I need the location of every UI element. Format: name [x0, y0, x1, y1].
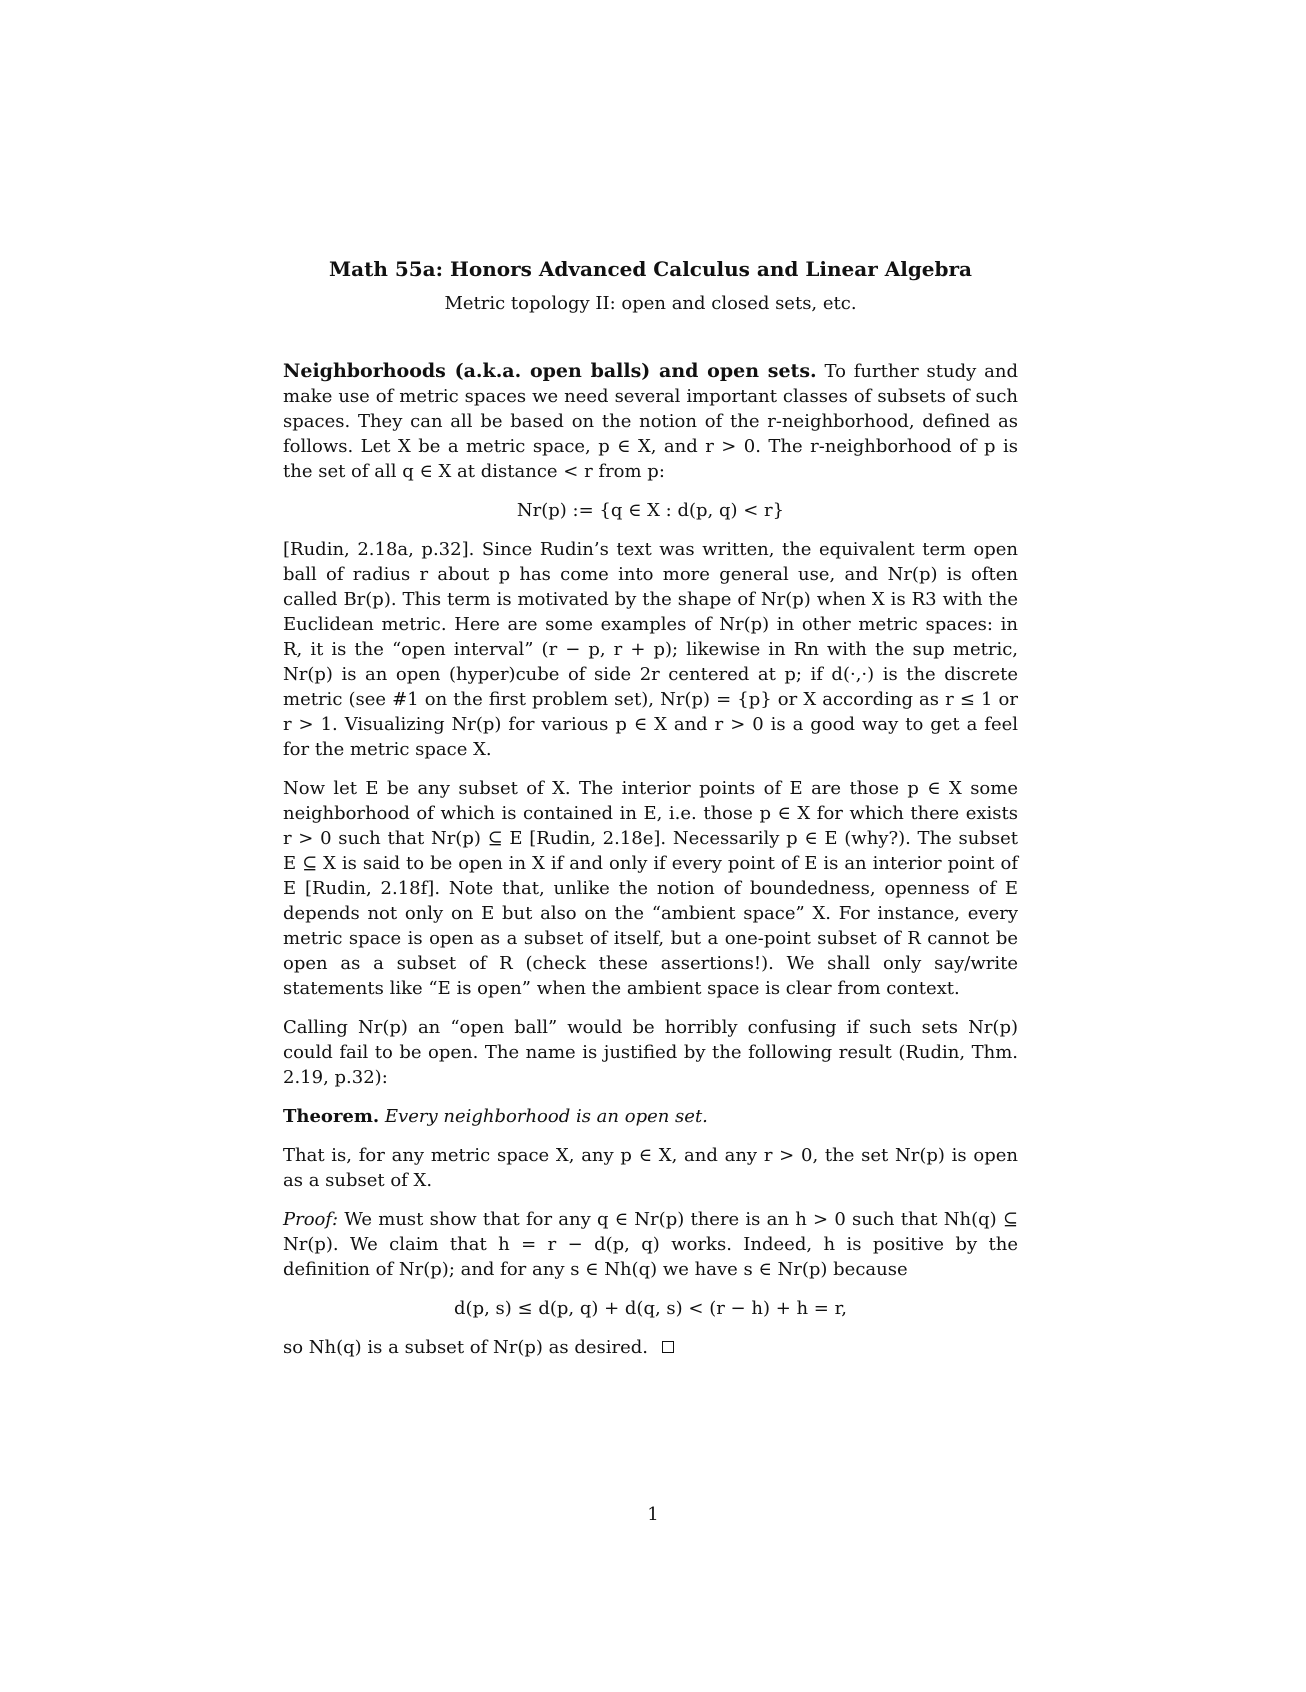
theorem-block — [283, 1104, 1018, 1129]
paragraph-4: Calling Nr(p) an “open ball” would be horribly confusing if such sets Nr(p) could fail to be open. The name is justified by the following result (Rudin, Thm. 2.19, p.32): — [283, 1017, 1018, 1088]
paragraph-3: Now let E be any subset of X. The interior points of E are those p ∈ X some neighborhood of which is contained in E, i.e. those p ∈ X for which there exists r > 0 such that Nr(p) ⊆ E [Rudin, 2.18e]. Necessarily p ∈ E (why?). The subset E ⊆ X is said to be open in X if and only if every point of E is an interior point of E [Rudin, 2.18f]. Note that, unlike the notion of boundedness, openness of E depends not only on E but also on the “ambient space” X. For instance, every metric space is open as a subset of itself, but a one-point subset of R cannot be open as a subset of R (check these assertions!). We shall only say/write statements like “E is open” when the ambient space is clear from context. — [283, 778, 1018, 999]
paragraph-6 — [283, 1335, 1018, 1360]
paragraph-1-text: To further study and make use of metric spaces we need several important classes of subsets of such spaces. They can all be based on the notion of the r-neighborhood, defined as follows. Let X be a metric space, p ∈ X, and r > 0. The r-neighborhood of p is the set of all q ∈ X at distance < r from p: — [283, 361, 1018, 482]
theorem-text: Every neighborhood is an open set. — [384, 1106, 708, 1127]
paragraph-2: [Rudin, 2.18a, p.32]. Since Rudin’s text was written, the equivalent term open ball of radius r about p has come into more general use, and Nr(p) is often called Br(p). This term is motivated by the shape of Nr(p) when X is R3 with the Euclidean metric. Here are some examples of Nr(p) in other metric spaces: in R, it is the “open interval” (r − p, r + p); likewise in Rn with the sup metric, Nr(p) is an open (hyper)cube of side 2r centered at p; if d(·,·) is the discrete metric (see #1 on the first problem set), Nr(p) = {p} or X according as r ≤ 1 or r > 1. Visualizing Nr(p) for various p ∈ X and r > 0 is a good way to get a feel for the metric space X. — [283, 539, 1018, 760]
page-number: 1 — [647, 1504, 659, 1525]
proof-block — [283, 1207, 1018, 1282]
theorem-label: Theorem. — [283, 1106, 380, 1127]
section-heading: Neighborhoods (a.k.a. open balls) and open sets. — [283, 360, 817, 382]
conclusion-text: so Nh(q) is a subset of Nr(p) as desired. — [283, 1337, 649, 1358]
page-subtitle: Metric topology II: open and closed sets, etc. — [444, 293, 857, 314]
paragraph-5: That is, for any metric space X, any p ∈ X, and any r > 0, the set Nr(p) is open as a subset of X. — [283, 1145, 1018, 1191]
equation-triangle: d(p, s) ≤ d(p, q) + d(q, s) < (r − h) + h = r, — [454, 1298, 847, 1319]
page-title: Math 55a: Honors Advanced Calculus and Linear Algebra — [328, 257, 973, 281]
section-neighborhoods — [283, 359, 1018, 1360]
intro-paragraph — [283, 359, 1018, 484]
proof-text: We must show that for any q ∈ Nr(p) there is an h > 0 such that Nh(q) ⊆ Nr(p). We claim that h = r − d(p, q) works. Indeed, h is positive by the definition of Nr(p); and for any s ∈ Nh(q) we have s ∈ Nr(p) because — [283, 1209, 1018, 1280]
qed-icon — [662, 1341, 674, 1353]
proof-label: Proof: — [283, 1209, 339, 1230]
page-content — [283, 255, 1018, 1360]
equation-neighborhood: Nr(p) := {q ∈ X : d(p, q) < r} — [516, 500, 785, 521]
